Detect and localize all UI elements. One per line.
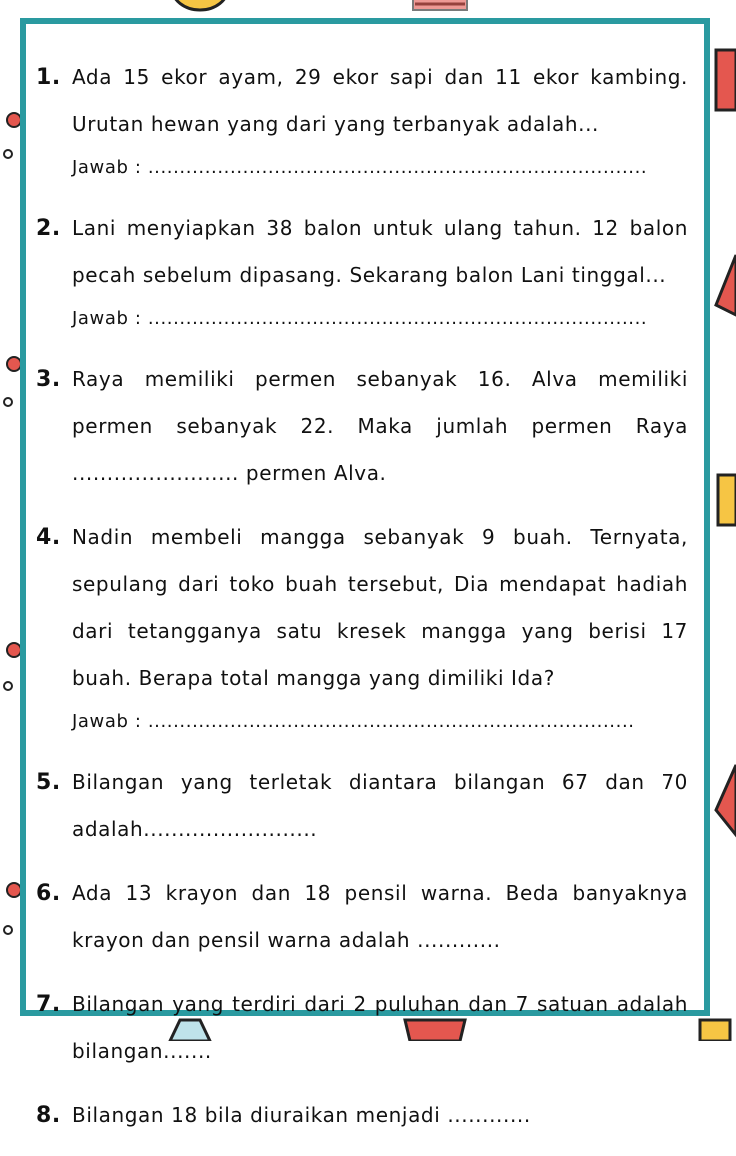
question-list [36,54,688,1156]
question-number: 6. [36,881,61,906]
test-tube-icon [714,470,736,530]
question-text: Raya memiliki permen sebanyak 16. Alva memiliki permen sebanyak 22. Maka jumlah permen Raya ........................ permen Alva. [72,367,688,485]
question-number: 3. [36,367,61,392]
question-number: 5. [36,770,61,795]
worksheet-frame [20,18,710,1128]
flask-icon [714,760,736,840]
question-number: 8. [36,1103,61,1128]
question-number: 1. [36,65,61,90]
question-text: Ada 15 ekor ayam, 29 ekor sapi dan 11 ekor kambing. Urutan hewan yang dari yang terbanyak adalah... [72,65,688,136]
test-tube-icon [714,40,736,120]
dna-icon [405,0,475,20]
question-text: Bilangan 18 bila diuraikan menjadi ............ [72,1103,531,1127]
question-text: Nadin membeli mangga sebanyak 9 buah. Ternyata, sepulang dari toko buah tersebut, Dia mendapat hadiah dari tetangganya satu kresek mangga yang berisi 17 buah. Berapa total mangga yang dimiliki Ida? [72,525,688,690]
question-8 [36,1092,688,1139]
question-text: Bilangan yang terdiri dari 2 puluhan dan 7 satuan adalah bilangan....... [72,992,688,1063]
test-tube-icon [690,1018,736,1041]
flask-icon [714,250,736,320]
question-text: Lani menyiapkan 38 balon untuk ulang tahun. 12 balon pecah sebelum dipasang. Sekarang balon Lani tinggal... [72,216,688,287]
answer-line[interactable]: Jawab : ............................................................................... [72,157,648,178]
question-3 [36,356,688,497]
pin-icon [2,110,22,160]
question-text: Bilangan yang terletak diantara bilangan 67 dan 70 adalah......................... [72,770,688,841]
question-7 [36,981,688,1075]
question-5 [36,759,688,853]
pin-icon [2,350,22,410]
question-number: 4. [36,525,61,550]
pin-icon [2,640,22,700]
question-4 [36,514,688,742]
question-number: 7. [36,992,61,1017]
pin-icon [2,880,22,940]
question-1 [36,54,688,188]
question-text: Ada 13 krayon dan 18 pensil warna. Beda banyaknya krayon dan pensil warna adalah ............ [72,881,688,952]
question-6 [36,870,688,964]
question-number: 2. [36,216,61,241]
question-2 [36,205,688,339]
answer-line[interactable]: Jawab : ............................................................................. [72,711,635,732]
answer-line[interactable]: Jawab : ............................................................................... [72,308,648,329]
flask-icon [160,0,240,20]
